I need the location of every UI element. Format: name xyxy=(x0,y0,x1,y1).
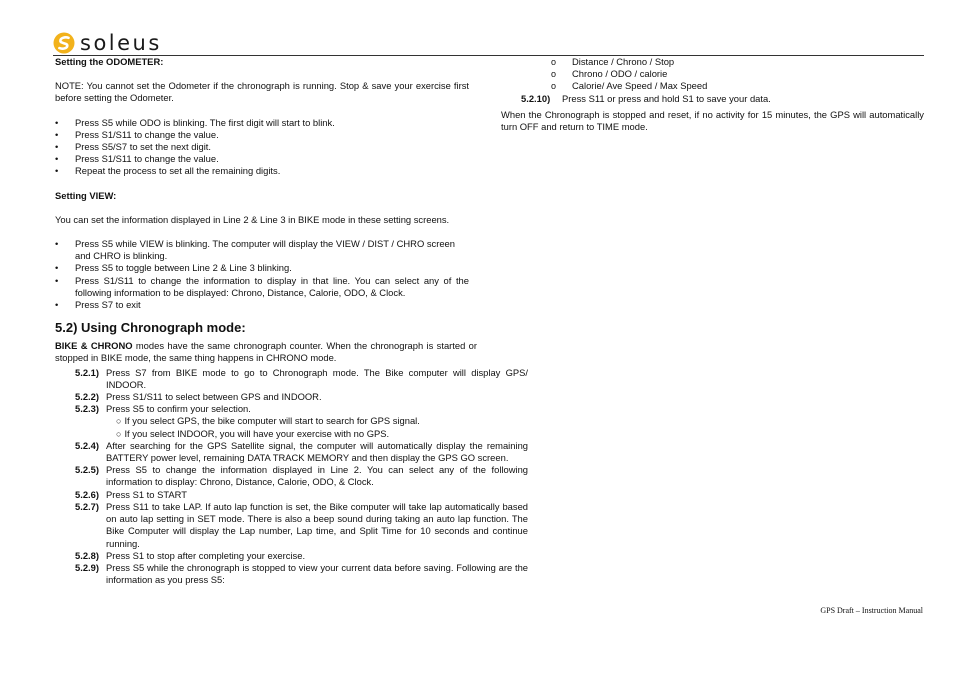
list-item: o Distance / Chrono / Stop xyxy=(551,56,675,67)
step-item: 5.2.8) Press S1 to stop after completing your exercise. xyxy=(75,549,306,561)
section-intro: BIKE & CHRONO modes have the same chronograph counter. When the chronograph is started or stopped in BIKE mode, the same thing happens in CHRONO mode. xyxy=(55,340,477,364)
list-item: • Press S5 while VIEW is blinking. The computer will display the VIEW / DIST / CHRO screen and CHRO is blinking. xyxy=(55,238,455,262)
list-item: • Press S5/S7 to set the next digit. xyxy=(55,141,212,153)
list-item: • Press S5 while ODO is blinking. The first digit will start to blink. xyxy=(55,116,335,128)
bullet-icon: • xyxy=(55,274,59,286)
circle-bullet-icon: o xyxy=(551,57,557,67)
list-item: • Press S7 to exit xyxy=(55,299,141,311)
step-option: ○ If you select INDOOR, you will have your exercise with no GPS. xyxy=(116,427,390,439)
step-item: 5.2.1) Press S7 from BIKE mode to go to Chronograph mode. The Bike computer will display GPS/ INDOOR. xyxy=(75,366,528,390)
bullet-icon: • xyxy=(55,116,59,128)
brand-wordmark: soleus xyxy=(80,31,162,55)
bullet-icon: • xyxy=(55,128,59,140)
step-item: 5.2.6) Press S1 to START xyxy=(75,488,187,500)
list-item: • Press S1/S11 to change the value. xyxy=(55,128,219,140)
bullet-icon: • xyxy=(55,165,59,177)
odometer-note: NOTE: You cannot set the Odometer if the chronograph is running. Stop & save your exercise first before setting the Odometer. xyxy=(55,80,469,104)
step-item: 5.2.7) Press S11 to take LAP. If auto lap function is set, the Bike computer will take lap automatically based on auto lap setting in SET mode. There is also a beep sound during taking an auto lap function. The Bike Computer will display the Lap number, Lap time, and Split Time for 10 seconds and continue running. xyxy=(75,500,528,549)
bullet-icon: • xyxy=(55,238,59,250)
data-views-list xyxy=(501,56,924,93)
step-item: 5.2.2) Press S1/S11 to select between GPS and INDOOR. xyxy=(75,391,322,403)
circle-bullet-icon: ○ xyxy=(116,416,122,427)
step-item: 5.2.4) After searching for the GPS Satellite signal, the computer will automatically display the remaining BATTERY power level, remaining DATA TRACK MEMORY and then display the GPS GO screen. xyxy=(75,439,528,464)
bullet-icon: • xyxy=(55,141,59,153)
brand-logo xyxy=(53,32,162,54)
view-steps xyxy=(55,238,469,311)
list-item: • Press S1/S11 to change the information to display in that line. You can select any of the following information to be displayed: Chrono, Distance, Calorie, ODO, & Clock. xyxy=(55,274,469,298)
circle-bullet-icon: ○ xyxy=(116,428,122,439)
list-item: • Press S1/S11 to change the value. xyxy=(55,153,219,165)
circle-bullet-icon: o xyxy=(551,69,557,80)
right-column xyxy=(501,56,924,133)
list-item: o Chrono / ODO / calorie xyxy=(551,68,668,80)
circle-bullet-icon: o xyxy=(551,81,557,92)
list-item: o Calorie/ Ave Speed / Max Speed xyxy=(551,80,708,92)
left-column xyxy=(55,56,528,586)
odometer-steps xyxy=(55,117,469,178)
page-header xyxy=(53,31,924,56)
bullet-icon: • xyxy=(55,262,59,274)
view-heading: Setting VIEW: xyxy=(55,189,117,201)
step-item: 5.2.3) Press S5 to confirm your selection. xyxy=(75,403,251,415)
step-option: ○ If you select GPS, the bike computer will start to search for GPS signal. xyxy=(116,415,420,427)
step-item: 5.2.9) Press S5 while the chronograph is stopped to view your current data before saving. Following are the information as you press S5: xyxy=(75,561,528,586)
auto-off-note: When the Chronograph is stopped and reset, if no activity for 15 minutes, the GPS will automatically turn OFF and return to TIME mode. xyxy=(501,108,924,133)
bullet-icon: • xyxy=(55,153,59,165)
view-intro: You can set the information displayed in Line 2 & Line 3 in BIKE mode in these setting screens. xyxy=(55,213,450,225)
odometer-heading: Setting the ODOMETER: xyxy=(55,56,164,67)
step-item: 5.2.10) Press S11 or press and hold S1 to save your data. xyxy=(521,92,771,104)
list-item: • Press S5 to toggle between Line 2 & Line 3 blinking. xyxy=(55,262,292,274)
section-title: 5.2) Using Chronograph mode: xyxy=(55,320,246,336)
list-item: • Repeat the process to set all the remaining digits. xyxy=(55,165,281,177)
bullet-icon: • xyxy=(55,299,59,311)
step-item: 5.2.5) Press S5 to change the information displayed in Line 2. You can select any of the following information to display: Chrono, Distance, Calorie, ODO, & Clock. xyxy=(75,464,528,488)
soleus-logo-icon xyxy=(53,32,75,54)
page-footer: GPS Draft – Instruction Manual xyxy=(820,606,923,615)
